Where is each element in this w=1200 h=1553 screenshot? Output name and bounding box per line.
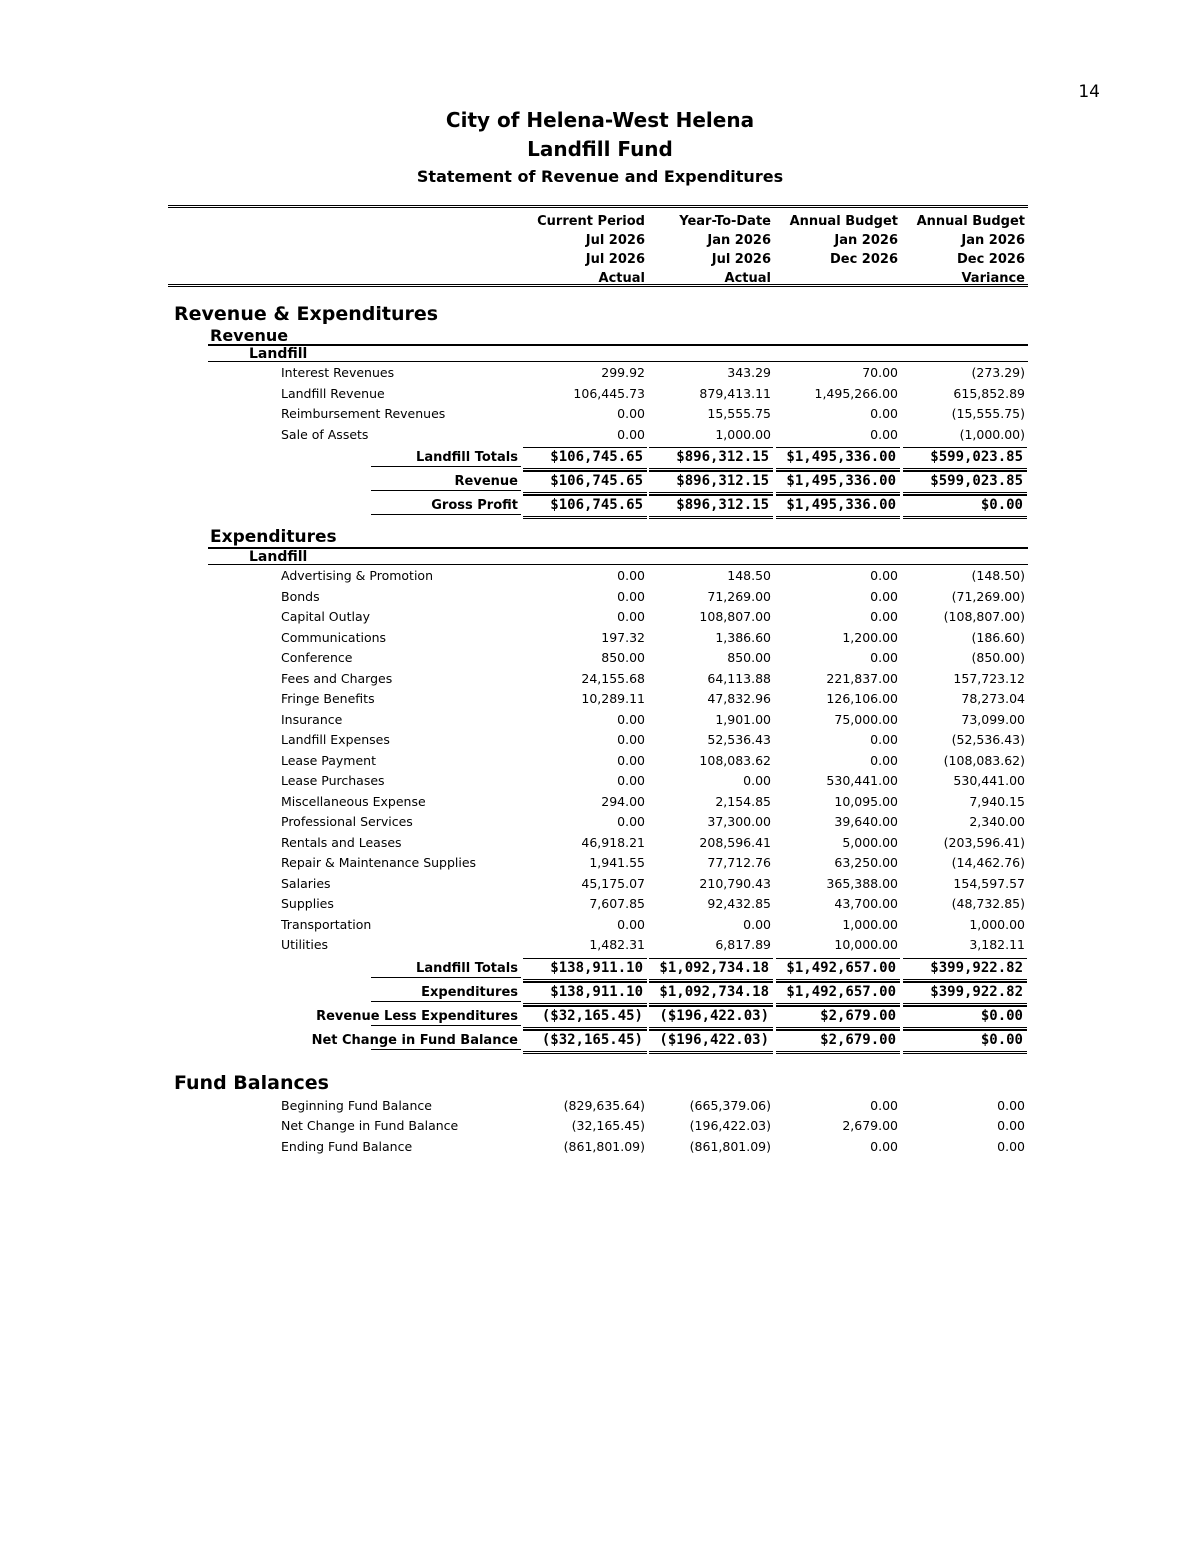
total-value: ($196,422.03) — [659, 1007, 769, 1024]
expenditure-row — [168, 914, 1028, 935]
row-value: 0.00 — [870, 1097, 898, 1113]
total-label-rule — [371, 977, 521, 978]
revenue-row — [168, 424, 1028, 445]
total-value: $896,312.15 — [676, 473, 769, 489]
total-value: $1,492,657.00 — [786, 959, 896, 976]
total-value: ($32,165.45) — [541, 1007, 643, 1024]
row-value: (861,801.09) — [563, 1138, 645, 1154]
row-label: Professional Services — [281, 814, 413, 829]
total-value: $599,023.85 — [930, 449, 1023, 465]
row-value: 615,852.89 — [953, 385, 1025, 401]
row-value: 0.00 — [617, 711, 645, 727]
row-label: Repair & Maintenance Supplies — [281, 855, 477, 870]
row-value: 0.00 — [617, 814, 645, 829]
expenditure-row — [168, 770, 1028, 791]
row-value: 850.00 — [727, 650, 771, 665]
row-value: 24,155.68 — [581, 670, 645, 686]
row-value: 0.00 — [617, 568, 645, 583]
row-value: 5,000.00 — [842, 834, 898, 850]
row-label: Interest Revenues — [281, 365, 395, 380]
row-value: 0.00 — [870, 568, 898, 583]
page-number: 14 — [1078, 82, 1100, 102]
row-value: 0.00 — [617, 732, 645, 747]
row-value: (14,462.76) — [951, 855, 1025, 870]
row-value: 299.92 — [601, 365, 645, 380]
total-label: Revenue Less Expenditures — [316, 1008, 518, 1024]
total-label: Landfill Totals — [416, 450, 518, 465]
row-label: Supplies — [281, 896, 334, 911]
row-value: (861,801.09) — [689, 1138, 771, 1154]
row-value: (850.00) — [971, 650, 1025, 665]
row-value: 850.00 — [601, 650, 645, 665]
total-value: $2,679.00 — [820, 1031, 896, 1048]
row-value: 71,269.00 — [707, 588, 771, 604]
row-value: 10,289.11 — [581, 691, 645, 706]
row-value: 63,250.00 — [834, 855, 898, 870]
revenue-rows — [168, 362, 1028, 444]
total-value: $1,495,336.00 — [786, 497, 896, 513]
expenditure-row — [168, 852, 1028, 873]
row-value: 0.00 — [743, 916, 771, 932]
row-label: Net Change in Fund Balance — [281, 1118, 459, 1133]
total-label-rule — [371, 490, 521, 491]
revenue-totals — [168, 447, 1028, 519]
total-label-rule — [371, 466, 521, 467]
total-value: $1,492,657.00 — [786, 983, 896, 1000]
row-label: Fees and Charges — [281, 670, 393, 686]
row-value: 47,832.96 — [707, 691, 771, 706]
total-value: $106,745.65 — [550, 497, 643, 513]
row-value: 1,482.31 — [589, 937, 645, 952]
row-label: Landfill Revenue — [281, 385, 385, 401]
row-value: 10,000.00 — [834, 937, 898, 952]
total-row — [168, 495, 1028, 519]
row-value: 0.00 — [870, 609, 898, 624]
row-label: Salaries — [281, 875, 331, 891]
row-value: 70.00 — [862, 365, 898, 380]
total-value: $1,092,734.18 — [659, 959, 769, 976]
row-value: 126,106.00 — [826, 691, 898, 706]
row-value: 7,607.85 — [589, 896, 645, 911]
row-value: 0.00 — [870, 1138, 898, 1154]
row-value: (829,635.64) — [563, 1097, 645, 1113]
total-value: $106,745.65 — [550, 473, 643, 489]
total-label-rule — [371, 1001, 521, 1002]
row-value: 15,555.75 — [707, 406, 771, 421]
total-label: Landfill Totals — [416, 960, 518, 976]
row-value: 0.00 — [997, 1097, 1025, 1113]
row-value: 157,723.12 — [953, 670, 1025, 686]
column-header-year-to-date: Year-To-Date Jan 2026 Jul 2026 Actual — [679, 214, 771, 286]
total-value: $1,495,336.00 — [786, 449, 896, 465]
total-value: $2,679.00 — [820, 1007, 896, 1024]
row-value: 879,413.11 — [699, 385, 771, 401]
row-value: 0.00 — [617, 609, 645, 624]
row-value: 0.00 — [870, 752, 898, 768]
row-label: Landfill Expenses — [281, 732, 390, 747]
expenditure-row — [168, 586, 1028, 607]
row-label: Beginning Fund Balance — [281, 1097, 432, 1113]
row-label: Reimbursement Revenues — [281, 406, 446, 421]
fund-balance-row — [168, 1115, 1028, 1136]
row-label: Lease Payment — [281, 752, 376, 768]
row-value: 77,712.76 — [707, 855, 771, 870]
row-value: 43,700.00 — [834, 896, 898, 911]
expenditure-row — [168, 873, 1028, 894]
row-value: 108,807.00 — [699, 609, 771, 624]
row-value: 46,918.21 — [581, 834, 645, 850]
row-label: Lease Purchases — [281, 773, 385, 788]
row-value: 154,597.57 — [953, 875, 1025, 891]
total-row — [168, 471, 1028, 495]
row-value: 45,175.07 — [581, 875, 645, 891]
row-label: Miscellaneous Expense — [281, 793, 426, 809]
row-value: 197.32 — [601, 629, 645, 645]
row-value: 108,083.62 — [699, 752, 771, 768]
fund-balance-rows — [168, 1095, 1028, 1157]
report-title-city: City of Helena-West Helena — [445, 108, 755, 132]
row-value: 0.00 — [870, 426, 898, 442]
row-value: (273.29) — [971, 365, 1025, 380]
expenditure-row — [168, 565, 1028, 586]
expenditure-row — [168, 893, 1028, 914]
expenditure-row — [168, 627, 1028, 648]
column-header-budget-variance: Annual Budget Jan 2026 Dec 2026 Variance — [916, 214, 1025, 286]
total-value: $1,495,336.00 — [786, 473, 896, 489]
row-value: 73,099.00 — [961, 711, 1025, 727]
row-value: 1,901.00 — [715, 711, 771, 727]
row-value: (186.60) — [971, 629, 1025, 645]
total-label: Expenditures — [421, 984, 518, 1000]
row-label: Bonds — [281, 588, 320, 604]
expenditure-row — [168, 811, 1028, 832]
row-value: 1,941.55 — [589, 855, 645, 870]
total-label: Net Change in Fund Balance — [311, 1032, 518, 1048]
row-value: 0.00 — [617, 752, 645, 768]
row-value: (48,732.85) — [951, 896, 1025, 911]
row-value: 0.00 — [997, 1138, 1025, 1154]
report-title-statement: Statement of Revenue and Expenditures — [416, 167, 784, 186]
section-heading-revenue: Revenue — [168, 326, 1028, 345]
row-value: 343.29 — [727, 365, 771, 380]
row-value: (1,000.00) — [959, 426, 1025, 442]
row-label: Utilities — [281, 937, 329, 952]
fund-balance-row — [168, 1095, 1028, 1116]
row-value: (665,379.06) — [689, 1097, 771, 1113]
total-value: $138,911.10 — [550, 959, 643, 976]
row-value: 10,095.00 — [834, 793, 898, 809]
row-value: 0.00 — [617, 426, 645, 442]
total-label: Revenue — [454, 474, 518, 489]
total-value: $399,922.82 — [930, 983, 1023, 1000]
row-value: 6,817.89 — [715, 937, 771, 952]
total-value: $0.00 — [980, 497, 1023, 513]
total-value: $896,312.15 — [676, 497, 769, 513]
row-value: 78,273.04 — [961, 691, 1025, 706]
total-label: Gross Profit — [431, 498, 518, 513]
row-value: (108,083.62) — [943, 752, 1025, 768]
section-heading-fund-balances: Fund Balances — [174, 1071, 329, 1094]
column-headers — [168, 208, 1028, 284]
row-value: (15,555.75) — [951, 406, 1025, 421]
expenditure-row — [168, 647, 1028, 668]
row-label: Sale of Assets — [281, 426, 369, 442]
revenue-row — [168, 362, 1028, 383]
expenditure-row — [168, 729, 1028, 750]
row-value: 0.00 — [870, 732, 898, 747]
row-value: (196,422.03) — [689, 1118, 771, 1133]
row-value: 64,113.88 — [707, 670, 771, 686]
expenditure-row — [168, 668, 1028, 689]
row-value: 2,154.85 — [715, 793, 771, 809]
financial-statement — [168, 205, 1028, 1156]
total-value: $138,911.10 — [550, 983, 643, 1000]
section-heading-expenditures: Expenditures — [168, 527, 1028, 548]
row-value: 0.00 — [870, 588, 898, 604]
total-value: ($32,165.45) — [541, 1031, 643, 1048]
row-value: 39,640.00 — [834, 814, 898, 829]
row-value: 75,000.00 — [834, 711, 898, 727]
row-value: (108,807.00) — [943, 609, 1025, 624]
row-value: 208,596.41 — [699, 834, 771, 850]
expenditure-row — [168, 934, 1028, 955]
row-label: Conference — [281, 650, 353, 665]
row-value: 148.50 — [727, 568, 771, 583]
report-title-fund: Landfill Fund — [527, 137, 673, 161]
total-value: $106,745.65 — [550, 449, 643, 465]
row-value: 0.00 — [617, 773, 645, 788]
row-value: 92,432.85 — [707, 896, 771, 911]
fund-balance-row — [168, 1136, 1028, 1157]
row-label: Fringe Benefits — [281, 691, 375, 706]
row-value: 0.00 — [997, 1118, 1025, 1133]
row-value: 1,000.00 — [842, 916, 898, 932]
row-value: 106,445.73 — [573, 385, 645, 401]
row-value: 1,000.00 — [969, 916, 1025, 932]
row-value: (71,269.00) — [951, 588, 1025, 604]
row-value: 7,940.15 — [969, 793, 1025, 809]
total-value: $896,312.15 — [676, 449, 769, 465]
row-label: Ending Fund Balance — [281, 1138, 413, 1154]
row-value: 530,441.00 — [826, 773, 898, 788]
row-label: Advertising & Promotion — [281, 568, 434, 583]
expenditure-totals — [168, 958, 1028, 1054]
revenue-row — [168, 383, 1028, 404]
total-value: $599,023.85 — [930, 473, 1023, 489]
expenditure-row — [168, 832, 1028, 853]
row-value: 2,679.00 — [842, 1118, 898, 1133]
total-row — [168, 958, 1028, 982]
expenditure-row — [168, 791, 1028, 812]
row-value: 1,000.00 — [715, 426, 771, 442]
total-label-rule — [371, 1049, 521, 1050]
expenditure-row — [168, 709, 1028, 730]
total-row — [168, 1006, 1028, 1030]
total-row — [168, 982, 1028, 1006]
row-value: 0.00 — [617, 406, 645, 421]
group-heading-landfill-expenditures: Landfill — [168, 548, 1028, 565]
total-value: $399,922.82 — [930, 959, 1023, 976]
row-label: Capital Outlay — [281, 609, 370, 624]
row-value: (148.50) — [971, 568, 1025, 583]
row-value: (32,165.45) — [571, 1118, 645, 1133]
row-value: 1,495,266.00 — [814, 385, 898, 401]
row-label: Communications — [281, 629, 387, 645]
expenditure-rows — [168, 565, 1028, 955]
row-value: 294.00 — [601, 793, 645, 809]
row-value: 0.00 — [870, 406, 898, 421]
report-title-block — [0, 106, 1200, 190]
row-value: 1,200.00 — [842, 629, 898, 645]
section-heading-revenue-expenditures: Revenue & Expenditures — [174, 303, 439, 325]
row-value: 3,182.11 — [969, 937, 1025, 952]
row-value: 365,388.00 — [826, 875, 898, 891]
row-value: 52,536.43 — [707, 732, 771, 747]
revenue-row — [168, 403, 1028, 424]
row-label: Transportation — [281, 916, 372, 932]
total-label-rule — [371, 1025, 521, 1026]
row-value: 530,441.00 — [953, 773, 1025, 788]
row-value: 0.00 — [617, 916, 645, 932]
expenditure-row — [168, 688, 1028, 709]
expenditure-row — [168, 750, 1028, 771]
row-value: 0.00 — [870, 650, 898, 665]
total-value: $0.00 — [980, 1031, 1023, 1048]
total-value: ($196,422.03) — [659, 1031, 769, 1048]
row-label: Rentals and Leases — [281, 834, 402, 850]
row-value: 221,837.00 — [826, 670, 898, 686]
row-value: (52,536.43) — [951, 732, 1025, 747]
row-value: 210,790.43 — [699, 875, 771, 891]
expenditure-row — [168, 606, 1028, 627]
group-heading-landfill-revenue: Landfill — [168, 345, 1028, 362]
row-value: 2,340.00 — [969, 814, 1025, 829]
total-label-rule — [371, 514, 521, 515]
row-value: (203,596.41) — [943, 834, 1025, 850]
row-label: Insurance — [281, 711, 343, 727]
total-row — [168, 447, 1028, 471]
total-value: $1,092,734.18 — [659, 983, 769, 1000]
total-row — [168, 1030, 1028, 1054]
column-header-annual-budget: Annual Budget Jan 2026 Dec 2026 — [789, 214, 898, 267]
row-value: 1,386.60 — [715, 629, 771, 645]
total-value: $0.00 — [980, 1007, 1023, 1024]
row-value: 37,300.00 — [707, 814, 771, 829]
row-value: 0.00 — [743, 773, 771, 788]
row-value: 0.00 — [617, 588, 645, 604]
column-header-current-period: Current Period Jul 2026 Jul 2026 Actual — [537, 214, 645, 286]
